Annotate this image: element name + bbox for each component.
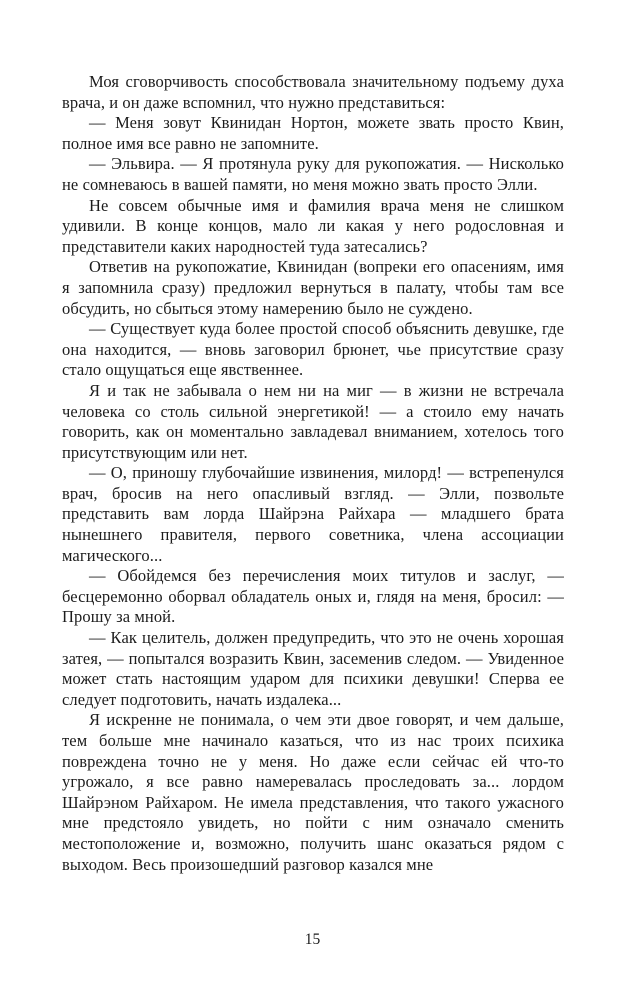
paragraph: — О, приношу глубочайшие извинения, милорд! — встрепенулся врач, бросив на него опасливый взгляд. — Элли, позвольте представить вам лорда Шайрэна Райхара — младшего брата нынешнего правителя, первого советника, члена ассоциации магического... <box>62 463 564 565</box>
paragraph: Не совсем обычные имя и фамилия врача меня не слишком удивили. В конце концов, мало ли какая у него родословная и представители каких народностей туда затесались? <box>62 195 564 256</box>
paragraph: — Эльвира. — Я протянула руку для рукопожатия. — Нисколько не сомневаюсь в вашей памяти, но меня можно звать просто Элли. <box>62 154 564 194</box>
paragraph: Я и так не забывала о нем ни на миг — в жизни не встречала человека со столь сильной энергетикой! — а стоило ему начать говорить, как он моментально завладевал вниманием, хотелось того присутствующим или нет. <box>62 380 564 462</box>
paragraph: — Обойдемся без перечисления моих титулов и заслуг, — бесцеремонно оборвал обладатель оных и, глядя на меня, бросил: — Прошу за мной. <box>62 566 564 627</box>
text-block <box>62 72 564 875</box>
paragraph: Моя сговорчивость способствовала значительному подъему духа врача, и он даже вспомнил, что нужно представиться: <box>62 72 564 112</box>
paragraph: — Как целитель, должен предупредить, что это не очень хорошая затея, — попытался возразить Квин, засеменив следом. — Увиденное может стать настоящим ударом для психики девушки! Сперва ее следует подготовить, начать издалека... <box>62 628 564 709</box>
paragraph: — Существует куда более простой способ объяснить девушке, где она находится, — вновь заговорил брюнет, чье присутствие сразу стало ощущаться еще явственнее. <box>62 319 564 380</box>
paragraph: Я искренне не понимала, о чем эти двое говорят, и чем дальше, тем больше мне начинало казаться, что из нас троих психика повреждена точно не у меня. Но даже если сейчас ей что-то угрожало, я все равно намеревалась проследовать за... лордом Шайрэном Райхаром. Не имела представления, что такого ужасного мне предстояло увидеть, но пойти с ним означало сменить местоположение и, возможно, получить шанс оказаться рядом с выходом. Весь произошедший разговор казался мне <box>62 710 564 874</box>
paragraph: Ответив на рукопожатие, Квинидан (вопреки его опасениям, имя я запомнила сразу) предложил вернуться в палату, чтобы там все обсудить, но сбыться этому намерению было не суждено. <box>62 257 564 318</box>
paragraph: — Меня зовут Квинидан Нортон, можете звать просто Квин, полное имя все равно не запомните. <box>62 113 564 153</box>
page-number: 15 <box>304 931 321 948</box>
